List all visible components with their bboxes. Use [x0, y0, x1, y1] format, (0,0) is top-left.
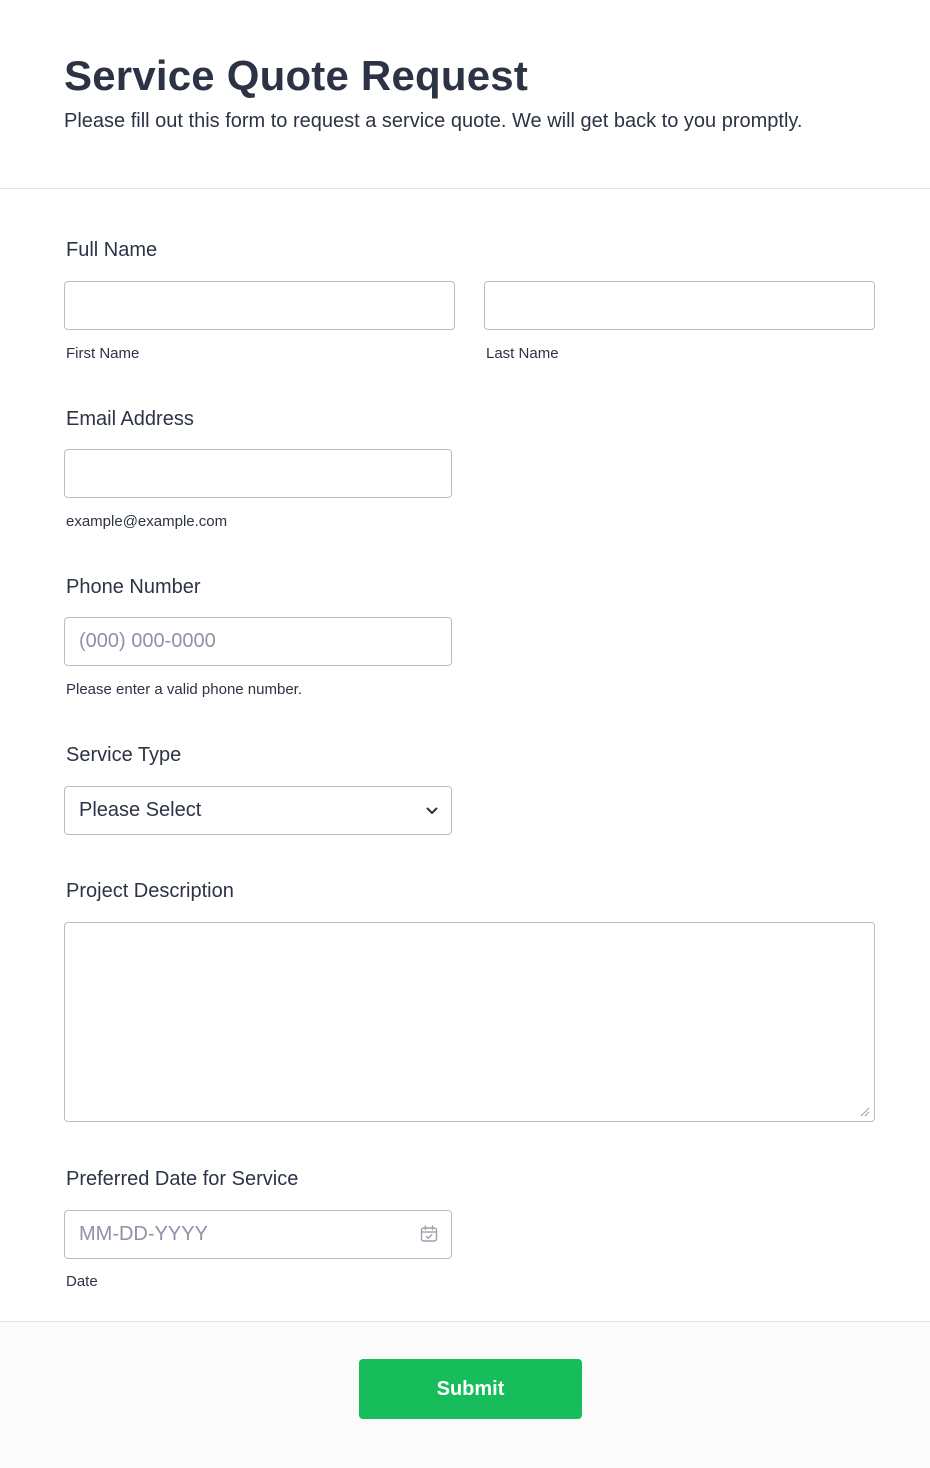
phone-label: Phone Number [66, 576, 201, 598]
email-sublabel: example@example.com [66, 513, 228, 530]
email-input[interactable] [64, 449, 452, 498]
form-footer [0, 1321, 930, 1468]
service-type-select[interactable] [64, 786, 452, 835]
calendar-icon[interactable] [419, 1224, 439, 1244]
page-title: Service Quote Request [64, 52, 529, 99]
first-name-sublabel: First Name [66, 345, 140, 362]
service-type-selected: Please Select [79, 799, 202, 821]
last-name-sublabel: Last Name [486, 345, 559, 362]
phone-sublabel: Please enter a valid phone number. [66, 681, 302, 698]
submit-button[interactable]: Submit [359, 1359, 582, 1419]
service-type-label: Service Type [66, 744, 182, 766]
first-name-input[interactable] [64, 281, 455, 330]
date-input[interactable] [64, 1210, 452, 1259]
resize-handle-icon[interactable] [858, 1105, 870, 1117]
chevron-down-icon [425, 804, 439, 818]
phone-input[interactable] [64, 617, 452, 666]
form-header [0, 0, 930, 189]
page-subtitle: Please fill out this form to request a service quote. We will get back to you promptly. [64, 110, 803, 132]
date-field-wrapper [64, 1210, 452, 1259]
date-sublabel: Date [66, 1273, 98, 1290]
last-name-input[interactable] [484, 281, 875, 330]
project-description-textarea[interactable] [64, 922, 875, 1122]
preferred-date-label: Preferred Date for Service [66, 1168, 299, 1190]
project-description-label: Project Description [66, 880, 234, 902]
full-name-label: Full Name [66, 239, 158, 261]
email-label: Email Address [66, 408, 194, 430]
